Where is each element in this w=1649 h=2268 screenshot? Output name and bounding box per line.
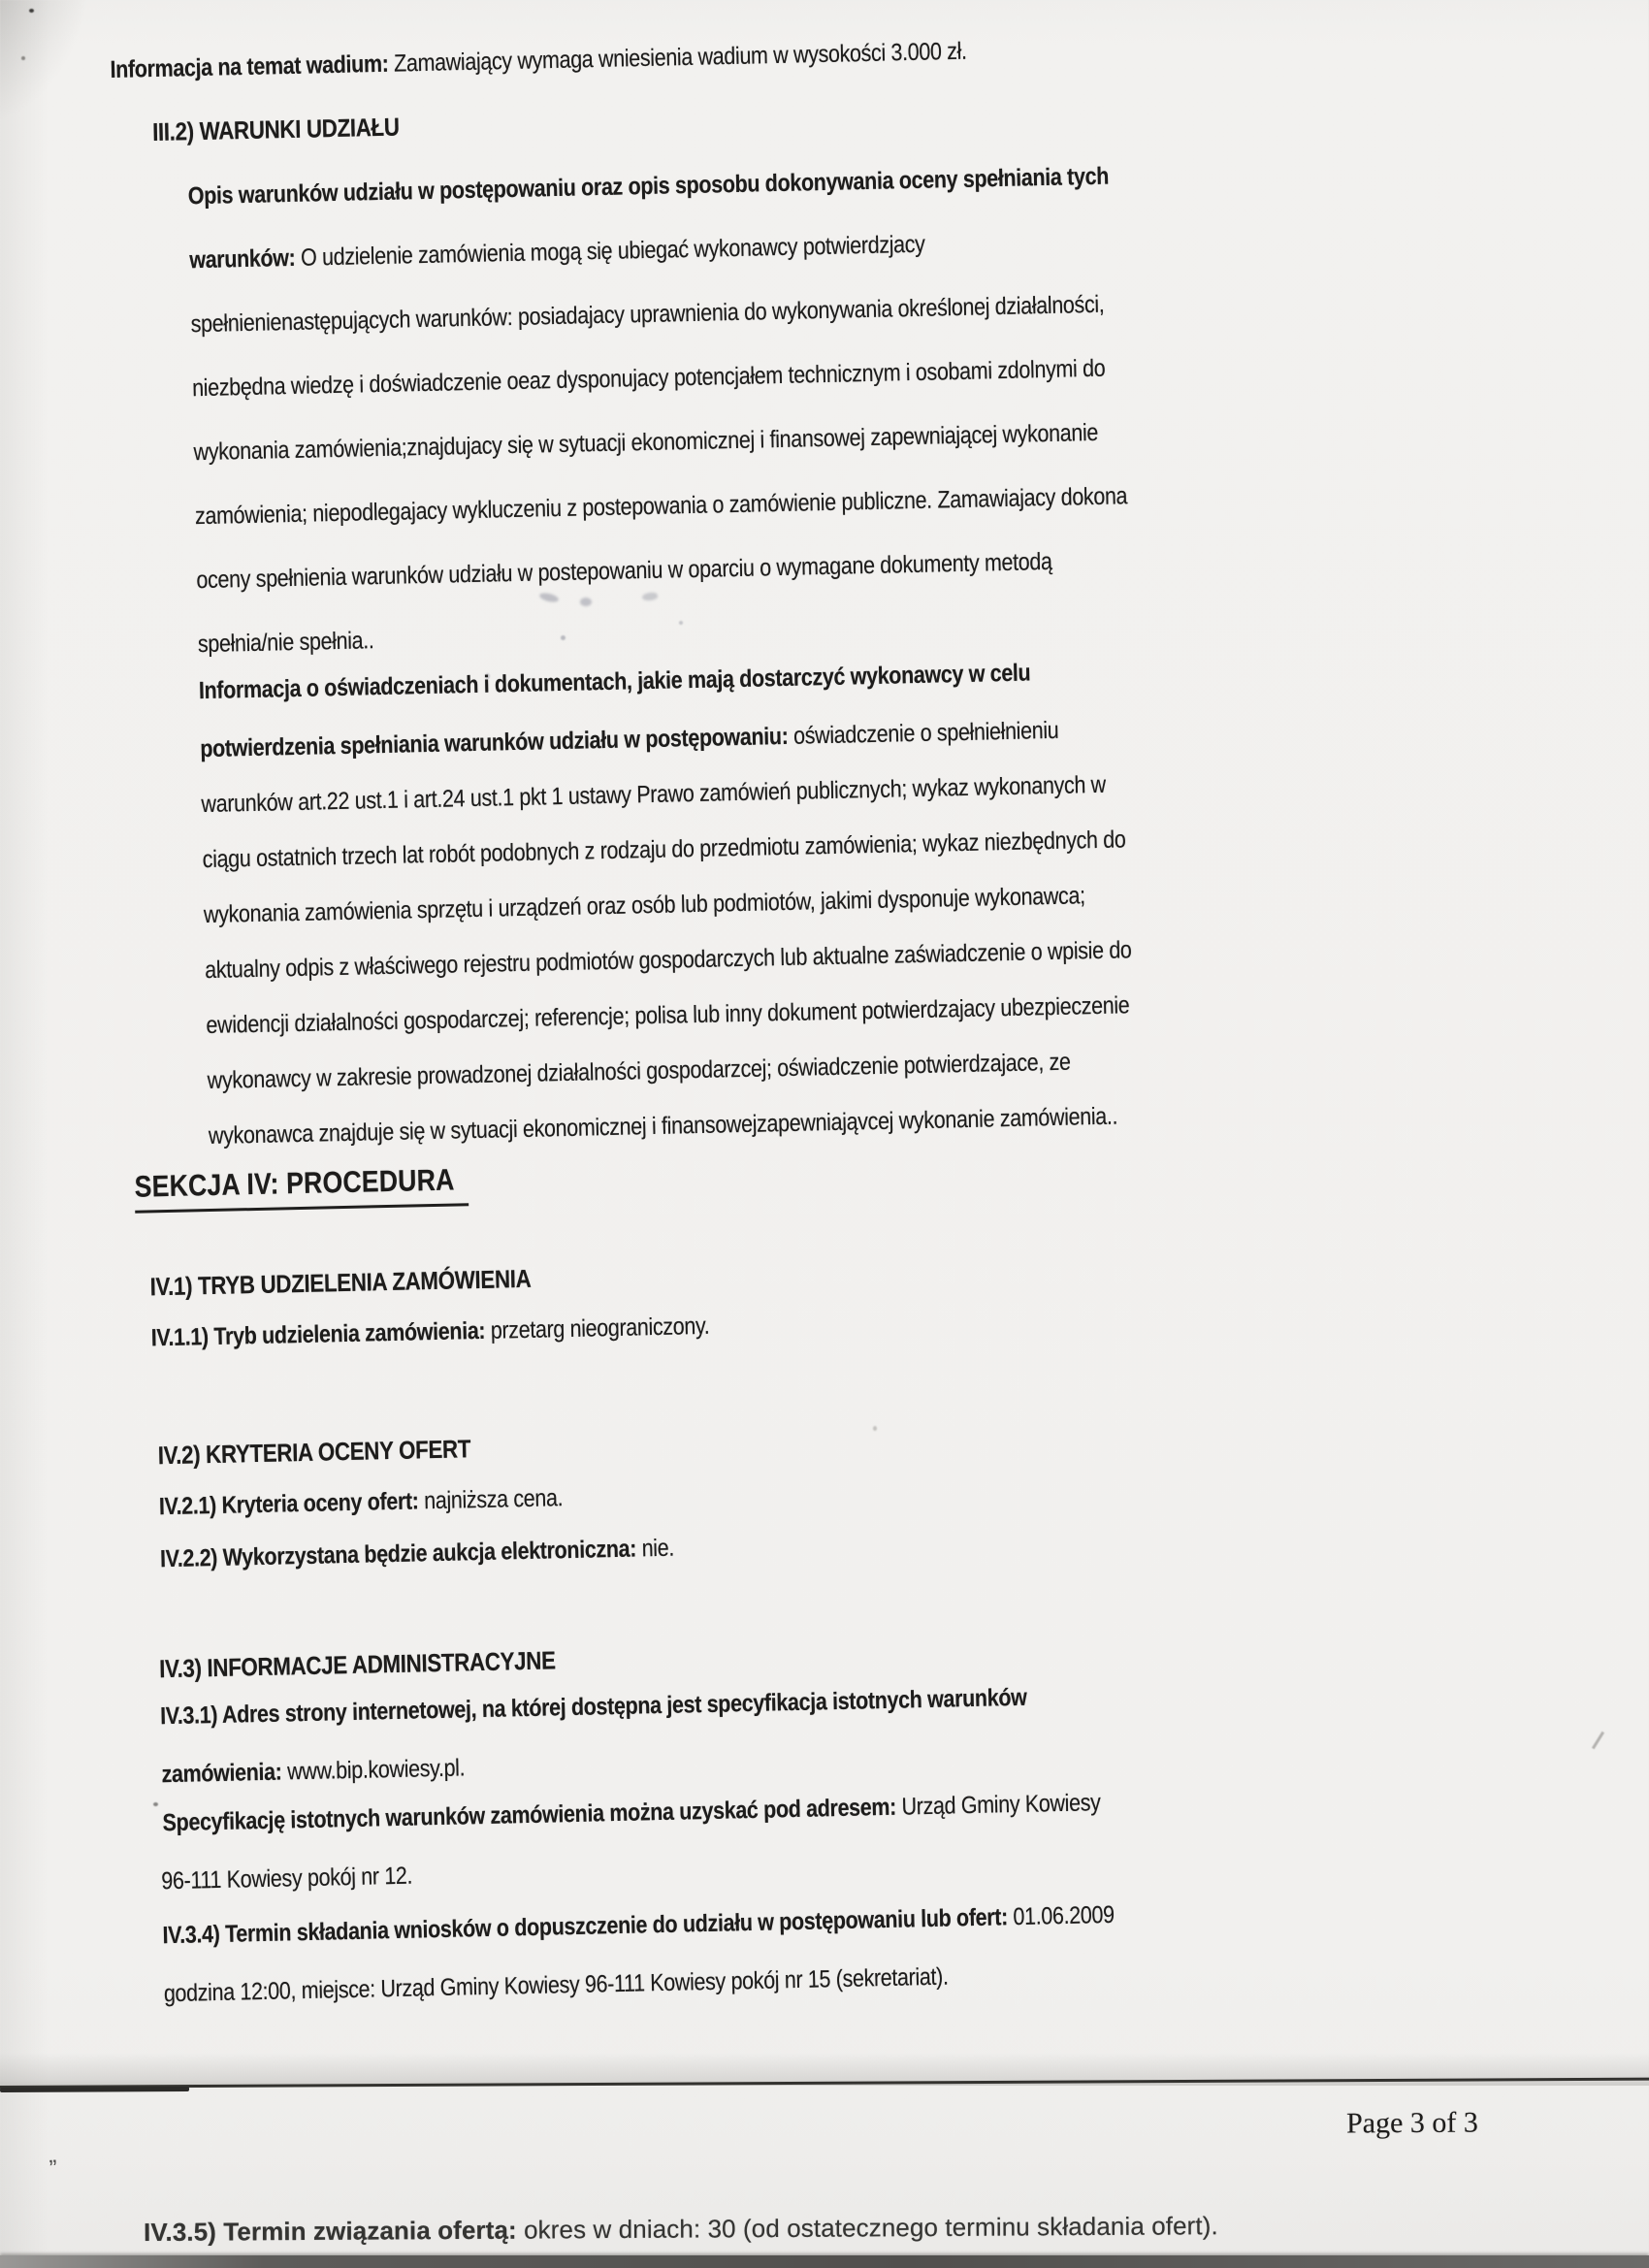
text-segment: spełnienienastępujących warunków: posiadajacy uprawnienia do wykonywania określonej działalności, — [190, 290, 1105, 339]
text-segment: najniższa cena. — [423, 1484, 564, 1515]
text-segment: warunków art.22 ust.1 i art.24 ust.1 pkt 1 ustawy Prawo zamówień publicznych; wykaz wykonanych w — [201, 770, 1107, 819]
text-segment: godzina 12:00, miejsce: Urząd Gminy Kowiesy 96-111 Kowiesy pokój nr 15 (sekretariat). — [163, 1962, 949, 2008]
text-line — [200, 717, 1059, 768]
spec-line-2 — [161, 1863, 413, 1901]
text-line — [198, 627, 374, 664]
text-segment: www.bip.kowiesy.pl. — [286, 1754, 466, 1786]
page-edge-line-left — [0, 2087, 189, 2092]
spec-line-1 — [162, 1789, 1101, 1842]
wadium-info-line — [110, 38, 967, 89]
text-line — [196, 548, 1052, 599]
scan-mark — [1592, 1732, 1604, 1750]
text-line — [192, 355, 1106, 408]
bold-segment: IV.2) KRYTERIA OCENY OFERT — [157, 1434, 471, 1471]
bold-segment: warunków: — [188, 243, 302, 275]
text-line — [199, 659, 1031, 710]
text-segment: nie. — [641, 1534, 675, 1563]
text-line — [188, 163, 1110, 216]
text-line — [190, 291, 1104, 344]
text-segment: wykonania zamówienia sprzętu i urządzeń oraz osób lub podmiotów, jakimi dysponuje wykonawca; — [203, 882, 1085, 929]
bold-segment: Informacja na temat wadium: — [110, 49, 395, 83]
scan-speck — [21, 56, 25, 60]
text-segment: niezbędna wiedzę i doświadczenie oeaz dysponujacy potencjałem technicznym i osobami zdolnymi do — [191, 354, 1106, 403]
text-segment: ciągu ostatnich trzech lat robót podobnych z rodzaju do przedmiotu zamówienia; wykaz niezbędnych do — [202, 826, 1126, 874]
text-segment: wykonawca znajduje się w sytuacji ekonomicznej i finansowejzapewniająvcej wykonanie zamówienia.. — [208, 1102, 1118, 1150]
bold-segment: IV.3.1) Adres strony internetowej, na której dostępna jest specyfikacja istotnych warunków — [159, 1683, 1027, 1731]
iv34-line-2 — [164, 1963, 949, 2014]
bold-segment: zamówienia: — [161, 1758, 288, 1789]
bold-segment: potwierdzenia spełniania warunków udziału w postępowaniu: — [199, 722, 794, 763]
text-segment: spełnia/nie spełnia.. — [197, 627, 374, 659]
scan-speck — [29, 9, 34, 13]
text-segment: okres w dniach: 30 (od ostatecznego terminu składania ofert). — [523, 2211, 1218, 2245]
section-iv-heading-text: SEKCJA IV: PROCEDURA — [134, 1162, 468, 1213]
iv21-line — [159, 1484, 564, 1526]
bold-segment: IV.3) INFORMACJE ADMINISTRACYJNE — [158, 1645, 556, 1684]
text-line — [189, 231, 925, 280]
text-line — [195, 482, 1128, 535]
text-segment: 96-111 Kowiesy pokój nr 12. — [161, 1862, 413, 1895]
subsection-iv1-heading — [149, 1264, 531, 1306]
text-line — [204, 882, 1085, 934]
bold-segment: IV.2.1) Kryteria oceny ofert: — [158, 1487, 425, 1521]
page-bottom-edge — [0, 2255, 1649, 2268]
iv35-line — [144, 2211, 1218, 2248]
text-segment: przetarg nieograniczony. — [490, 1312, 710, 1345]
iv31-line-2 — [161, 1754, 465, 1794]
bold-segment: Opis warunków udziału w postępowaniu oraz opis sposobu dokonywania oceny spełniania tych — [187, 162, 1110, 211]
iv11-line — [151, 1312, 710, 1358]
iv34-line-1 — [162, 1901, 1115, 1955]
text-segment: wykonania zamówienia;znajdujacy się w sytuacji ekonomicznej i finansowej zapewniającej wykonanie — [193, 418, 1099, 467]
text-segment: zamówienia; niepodlegajacy wykluczeniu z postepowania o zamówienie publiczne. Zamawiajacy dokona — [194, 482, 1128, 531]
bold-segment: IV.1.1) Tryb udzielenia zamówienia: — [150, 1316, 492, 1352]
text-segment: oceny spełnienia warunków udziału w postepowaniu w oparciu o wymagane dokumenty metodą — [196, 547, 1052, 595]
text-line — [206, 991, 1130, 1045]
text-line — [201, 771, 1106, 824]
bold-segment: Informacja o oświadczeniach i dokumentach, jakie mają dostarczyć wykonawcy w celu — [198, 659, 1031, 705]
iv31-line-1 — [160, 1684, 1027, 1735]
scanned-document-page — [109, 0, 1321, 2065]
subsection-iv2-heading — [157, 1434, 470, 1474]
text-line — [205, 936, 1132, 989]
text-line — [209, 1103, 1118, 1155]
section-iv-heading — [134, 1162, 468, 1202]
text-segment: 01.06.2009 — [1013, 1900, 1115, 1931]
bold-segment: III.2) WARUNKI UDZIAŁU — [151, 112, 400, 147]
page-number-label: Page 3 of 3 — [1345, 2106, 1478, 2140]
bold-segment: IV.3.5) Termin związania ofertą: — [144, 2215, 525, 2247]
subsection-iv3-heading — [159, 1645, 556, 1687]
text-segment: O udzielenie zamówienia mogą się ubiegać wykonawcy potwierdzjacy — [300, 230, 925, 272]
text-segment: Urząd Gminy Kowiesy — [901, 1789, 1101, 1821]
bold-segment: Specyfikację istotnych warunków zamówienia można uzyskać pod adresem: — [162, 1793, 902, 1837]
section-iii2-heading — [152, 112, 400, 150]
bold-segment: IV.1) TRYB UDZIELENIA ZAMÓWIENIA — [149, 1263, 532, 1302]
text-segment: wykonawcy w zakresie prowadzonej działalności gospodarzcej; oświadczenie potwierdzajace, ze — [207, 1048, 1071, 1095]
text-segment: oświadczenie o spełniełnieniu — [792, 716, 1059, 750]
scan-mark: „ — [48, 2141, 57, 2169]
text-line — [193, 419, 1098, 471]
bold-segment: IV.2.2) Wykorzystana będzie aukcja elektroniczna: — [159, 1535, 642, 1573]
text-segment: aktualny odpis z właściwego rejestru podmiotów gospodarczych lub aktualne zaświadczenie o wpisie do — [204, 936, 1132, 985]
text-segment: Zamawiający wymaga wniesienia wadium w wysokości 3.000 zł. — [393, 37, 967, 78]
text-line — [207, 1049, 1071, 1100]
iv22-line — [160, 1535, 675, 1579]
bold-segment: IV.3.4) Termin składania wniosków o dopuszczenie do udziału w postępowaniu lub ofert: — [162, 1903, 1014, 1950]
text-line — [202, 826, 1125, 879]
text-segment: ewidencji działalności gospodarczej; referencje; polisa lub inny dokument potwierdzajacy ubezpieczenie — [206, 991, 1130, 1040]
